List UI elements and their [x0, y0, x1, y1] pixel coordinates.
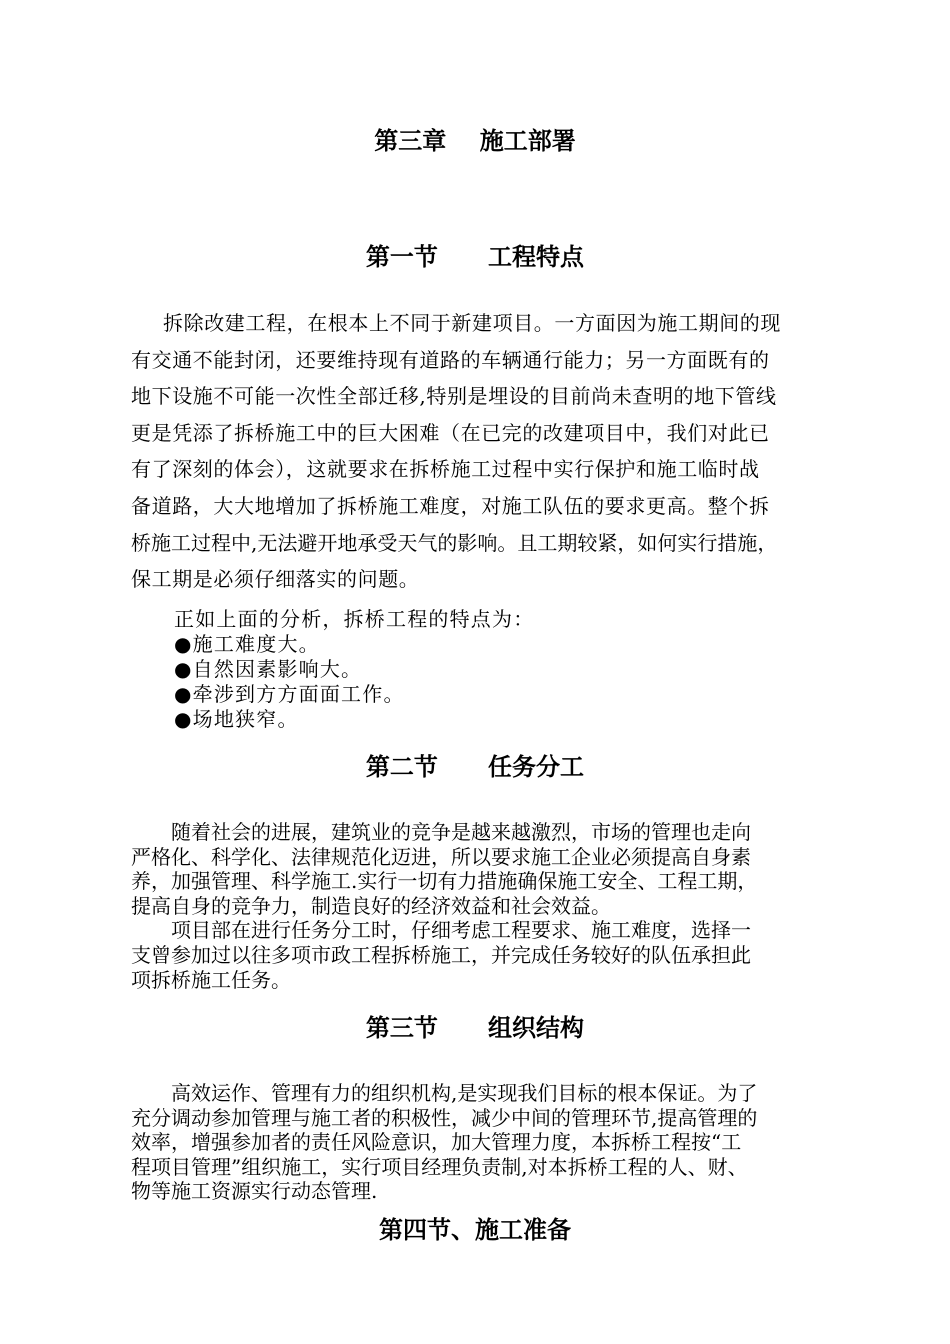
- paragraph-line: 拆除改建工程，在根本上不同于新建项目。一方面因为施工期间的现: [163, 311, 781, 335]
- paragraph-line: 效率，增强参加者的责任风险意识，加大管理力度，本拆桥工程按“工: [131, 1130, 742, 1155]
- paragraph-line: 高效运作、管理有力的组织机构,是实现我们目标的根本保证。为了: [171, 1081, 758, 1105]
- list-item: ●自然因素影响大。: [174, 657, 363, 681]
- paragraph-line: 程项目管理”组织施工，实行项目经理负责制,对本拆桥工程的人、财、: [131, 1154, 748, 1179]
- paragraph-line: 备道路，大大地增加了拆桥施工难度，对施工队伍的要求更高。整个拆: [131, 493, 770, 518]
- paragraph-line: 保工期是必须仔细落实的问题。: [131, 567, 420, 592]
- paragraph-line: 更是凭添了拆桥施工中的巨大困难（在已完的改建项目中，我们对此已: [131, 420, 770, 445]
- paragraph-line: 项目部在进行任务分工时，仔细考虑工程要求、施工难度，选择一: [171, 918, 751, 943]
- paragraph-line: 支曾参加过以往多项市政工程拆桥施工，并完成任务较好的队伍承担此: [131, 942, 751, 967]
- paragraph-line: 提高自身的竞争力，制造良好的经济效益和社会效益。: [131, 893, 611, 918]
- section-3-heading: 第三节 组织结构: [365, 1013, 585, 1042]
- list-intro: 正如上面的分析，拆桥工程的特点为：: [174, 607, 535, 631]
- paragraph-line: 充分调动参加管理与施工者的积极性，减少中间的管理环节,提高管理的: [131, 1105, 758, 1130]
- chapter-title: 第三章 施工部署: [374, 126, 576, 155]
- list-item: ●场地狭窄。: [174, 707, 299, 731]
- list-item: ●牵涉到方方面面工作。: [174, 682, 405, 706]
- paragraph-line: 项拆桥施工任务。: [131, 967, 291, 992]
- section-4-heading: 第四节、施工准备: [379, 1215, 571, 1244]
- paragraph-line: 随着社会的进展，建筑业的竞争是越来越激烈，市场的管理也走向: [171, 820, 751, 844]
- feature-list: [174, 607, 534, 732]
- paragraph-line: 养，加强管理、科学施工.实行一切有力措施确保施工安全、工程工期，: [131, 869, 758, 894]
- paragraph-line: 桥施工过程中,无法避开地承受天气的影响。且工期较紧，如何实行措施，: [131, 530, 778, 555]
- section-2-paragraph: [131, 820, 841, 992]
- paragraph-line: 严格化、科学化、法律规范化迈进，所以要求施工企业必须提高自身素: [131, 844, 751, 869]
- paragraph-line: 物等施工资源实行动态管理.: [131, 1179, 378, 1204]
- paragraph-line: 地下设施不可能一次性全部迁移,特别是埋设的目前尚未查明的地下管线: [131, 384, 777, 409]
- section-2-heading: 第二节 任务分工: [365, 752, 585, 781]
- section-1-paragraph: [131, 305, 841, 598]
- paragraph-line: 有交通不能封闭，还要维持现有道路的车辆通行能力；另一方面既有的: [131, 347, 770, 372]
- list-item: ●施工难度大。: [174, 632, 320, 656]
- paragraph-line: 有了深刻的体会），这就要求在拆桥施工过程中实行保护和施工临时战: [131, 457, 760, 482]
- section-3-paragraph: [131, 1081, 841, 1204]
- section-1-heading: 第一节 工程特点: [365, 242, 585, 271]
